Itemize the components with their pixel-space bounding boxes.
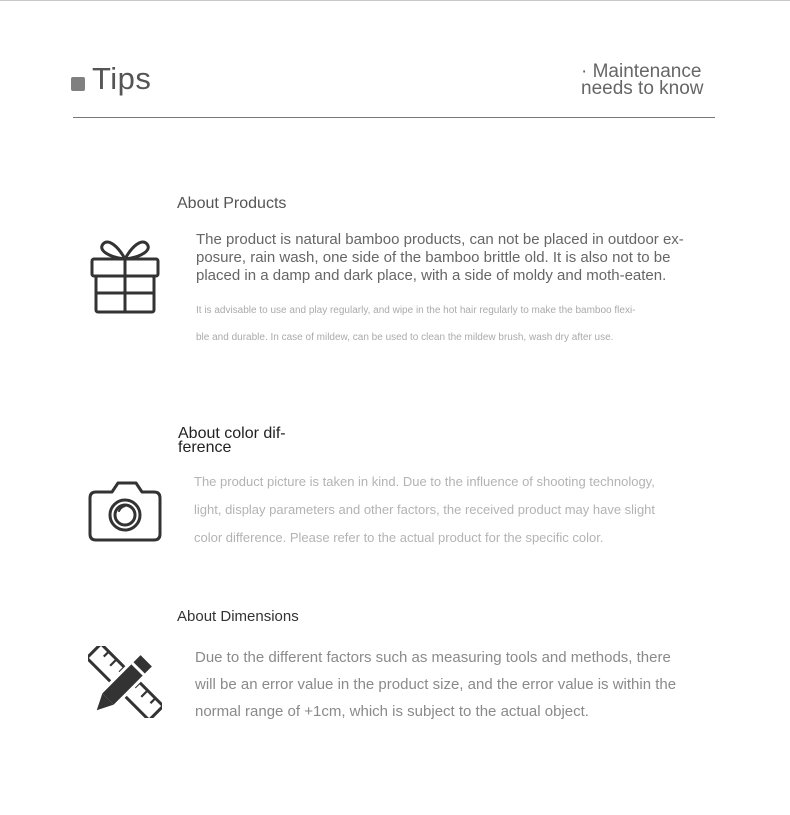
page-title: Tips [92, 61, 152, 96]
color-line-1: The product picture is taken in kind. Due to the influence of shooting technology, [194, 474, 655, 489]
products-description [196, 231, 684, 285]
section-heading-color [178, 427, 308, 455]
camera-icon [88, 478, 162, 544]
tips-bullet-square [71, 77, 85, 91]
section-heading-dimensions: About Dimensions [177, 608, 299, 625]
products-care-note [196, 297, 680, 351]
dimensions-line-2: will be an error value in the product size, and the error value is within the [195, 676, 677, 693]
products-line-3: placed in a damp and dark place, with a side of moldy and moth-eaten. [196, 267, 667, 284]
color-description [194, 468, 674, 552]
subtitle-line-1: · Maintenance [581, 61, 702, 82]
dimensions-line-1: Due to the different factors such as measuring tools and methods, there [195, 649, 671, 666]
color-line-3: color difference. Please refer to the actual product for the specific color. [194, 530, 604, 545]
dimensions-line-3: normal range of +1cm, which is subject to the actual object. [195, 703, 589, 720]
color-line-2: light, display parameters and other factors, the received product may have slight [194, 502, 656, 517]
color-heading-line-2: ference [178, 439, 232, 456]
gift-icon [88, 236, 162, 316]
ruler-pencil-icon [88, 646, 162, 718]
page-subtitle [581, 63, 721, 97]
color-heading-line-1: About color dif- [178, 425, 286, 442]
header-divider [73, 117, 715, 118]
care-note-line-2: ble and durable. In case of mildew, can be used to clean the mildew brush, wash dry after use. [196, 332, 614, 343]
products-line-2: posure, rain wash, one side of the bamboo brittle old. It is also not to be [196, 249, 671, 266]
care-note-line-1: It is advisable to use and play regularly, and wipe in the hot hair regularly to make the bamboo flexi- [196, 305, 636, 316]
subtitle-line-2: needs to know [581, 78, 704, 99]
top-divider [0, 0, 790, 1]
products-line-1: The product is natural bamboo products, can not be placed in outdoor ex- [196, 231, 684, 248]
section-heading-products: About Products [177, 195, 287, 212]
dimensions-description [195, 644, 675, 725]
